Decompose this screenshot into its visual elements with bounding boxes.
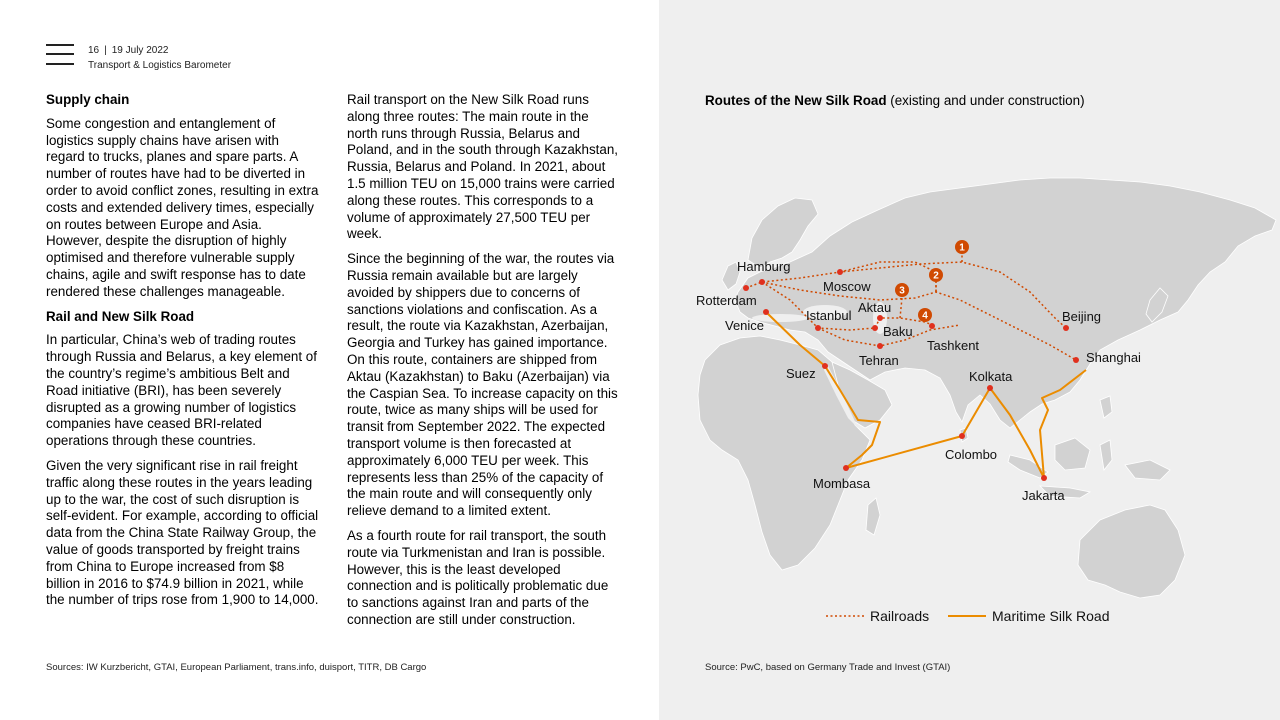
new-guinea-shape — [1125, 460, 1170, 480]
kolkata-dot — [987, 385, 993, 391]
philippines-shape — [1100, 396, 1112, 418]
legend-railroads-label: Railroads — [870, 608, 930, 624]
page-number: 16 — [88, 45, 100, 56]
borneo-shape — [1055, 438, 1090, 470]
australia-shape — [1078, 505, 1185, 598]
label-suez: Suez — [786, 366, 816, 381]
label-baku: Baku — [883, 324, 913, 339]
sources-note: Sources: IW Kurzbericht, GTAI, European Parliament, trans.info, duisport, TITR, DB Cargo — [46, 662, 427, 673]
heading-supply-chain: Supply chain — [46, 92, 130, 107]
route-badge-label: 3 — [899, 285, 905, 297]
label-aktau: Aktau — [858, 300, 892, 315]
jakarta-dot — [1041, 475, 1047, 481]
label-istanbul: Istanbul — [806, 308, 852, 323]
label-moscow: Moscow — [823, 279, 871, 294]
label-beijing: Beijing — [1062, 309, 1102, 324]
silk-road-map — [659, 130, 1280, 640]
publication-date: 19 July 2022 — [111, 45, 169, 56]
suez-dot — [822, 363, 828, 369]
venice-dot — [763, 309, 769, 315]
beijing-dot — [1063, 325, 1069, 331]
label-rotterdam: Rotterdam — [696, 293, 757, 308]
map-source-note: Source: PwC, based on Germany Trade and Invest (GTAI) — [705, 662, 951, 673]
label-jakarta: Jakarta — [1022, 488, 1065, 503]
label-hamburg: Hamburg — [737, 259, 791, 274]
aktau-dot — [877, 315, 883, 321]
legend-maritime-label: Maritime Silk Road — [992, 608, 1110, 624]
label-mombasa: Mombasa — [813, 476, 871, 491]
map-legend — [826, 608, 1109, 624]
hamburg-dot — [759, 279, 765, 285]
paragraph: In particular, China’s web of trading routes through Russia and Belarus, a key element of the country’s regime’s ambitious Belt and Road initiative (BRI), has been severely disrupted as a growing number of logistics companies have ceased BRI-related operations through these countries. — [46, 332, 317, 449]
baku-dot — [872, 325, 878, 331]
label-shanghai: Shanghai — [1086, 350, 1141, 365]
rotterdam-dot — [743, 285, 749, 291]
route-badge-label: 1 — [959, 242, 965, 254]
madagascar-shape — [866, 498, 880, 535]
tehran-dot — [877, 343, 883, 349]
map-title-rest: (existing and under construction) — [886, 93, 1085, 108]
istanbul-dot — [815, 325, 821, 331]
header-separator: | — [104, 45, 107, 56]
label-tehran: Tehran — [859, 353, 899, 368]
hamburger-menu-icon[interactable] — [46, 44, 74, 66]
text-column-2 — [347, 92, 622, 637]
route-badge-label: 2 — [933, 270, 939, 282]
sulawesi-shape — [1100, 440, 1112, 470]
text-column-1 — [46, 92, 321, 617]
heading-rail-silk-road: Rail and New Silk Road — [46, 308, 195, 324]
map-title-bold: Routes of the New Silk Road — [705, 93, 887, 108]
map-title — [705, 92, 1085, 109]
label-kolkata: Kolkata — [969, 369, 1013, 384]
label-tashkent: Tashkent — [927, 338, 980, 353]
publication-title: Transport & Logistics Barometer — [88, 60, 232, 71]
route-badge-label: 4 — [922, 310, 928, 322]
paragraph: Given the very significant rise in rail freight traffic along these routes in the years leading up to the war, the cost of such disruption is self-evident. For example, according to official data from the China State Railway Group, the value of goods transported by freight trains from China to Europe increased from $8 billion in 2016 to $74.9 billion in 2021, while the number of trips rose from 1,900 to 14,000. — [46, 457, 319, 608]
page-header — [88, 43, 231, 73]
paragraph: Rail transport on the New Silk Road runs along three routes: The main route in the north runs through Russia, Belarus and Poland, and in the south through Kazakhstan, Russia, Belarus and Poland. In 2021, about 1.5 million TEU on 15,000 trains were carried along these routes. This corresponds to a volume of approximately 27,500 TEU per week. — [347, 92, 618, 242]
label-venice: Venice — [725, 318, 765, 333]
shanghai-dot — [1073, 357, 1079, 363]
paragraph: As a fourth route for rail transport, the south route via Turkmenistan and Iran is possible. However, this is the least developed connection and is politically problematic due to sanctions against Iran and parts of the connection are still under construction. — [347, 527, 609, 627]
paragraph: Some congestion and entanglement of logistics supply chains have arisen with regard to trucks, planes and spare parts. A number of routes have had to be diverted in order to avoid conflict zones, resulting in extra costs and extended delivery times, especially on routes between Europe and Asia. However, despite the disruption of highly optimised and therefore vulnerable supply chains, agile and swift response has to date rendered these challenges manageable. — [46, 115, 319, 299]
label-colombo: Colombo — [945, 447, 998, 462]
moscow-dot — [837, 269, 843, 275]
mombasa-dot — [843, 465, 849, 471]
paragraph: Since the beginning of the war, the routes via Russia remain available but are largely avoided by shippers due to concerns of sanctions violations and confiscation. As a result, the route via Kazakhstan, Azerbaijan, Georgia and Turkey has gained importance. On this route, containers are shipped from Aktau (Kazakhstan) to Baku (Azerbaijan) via the Caspian Sea. To increase capacity on this route, twice as many ships will be used for transit from September 2022. The expected transport volume is then forecasted at approximately 6,000 TEU per week. This represents less than 25% of the capacity of the main route and will consequently only relieve demand to a limited extent. — [347, 251, 618, 519]
tashkent-dot — [929, 323, 935, 329]
colombo-dot — [959, 433, 965, 439]
